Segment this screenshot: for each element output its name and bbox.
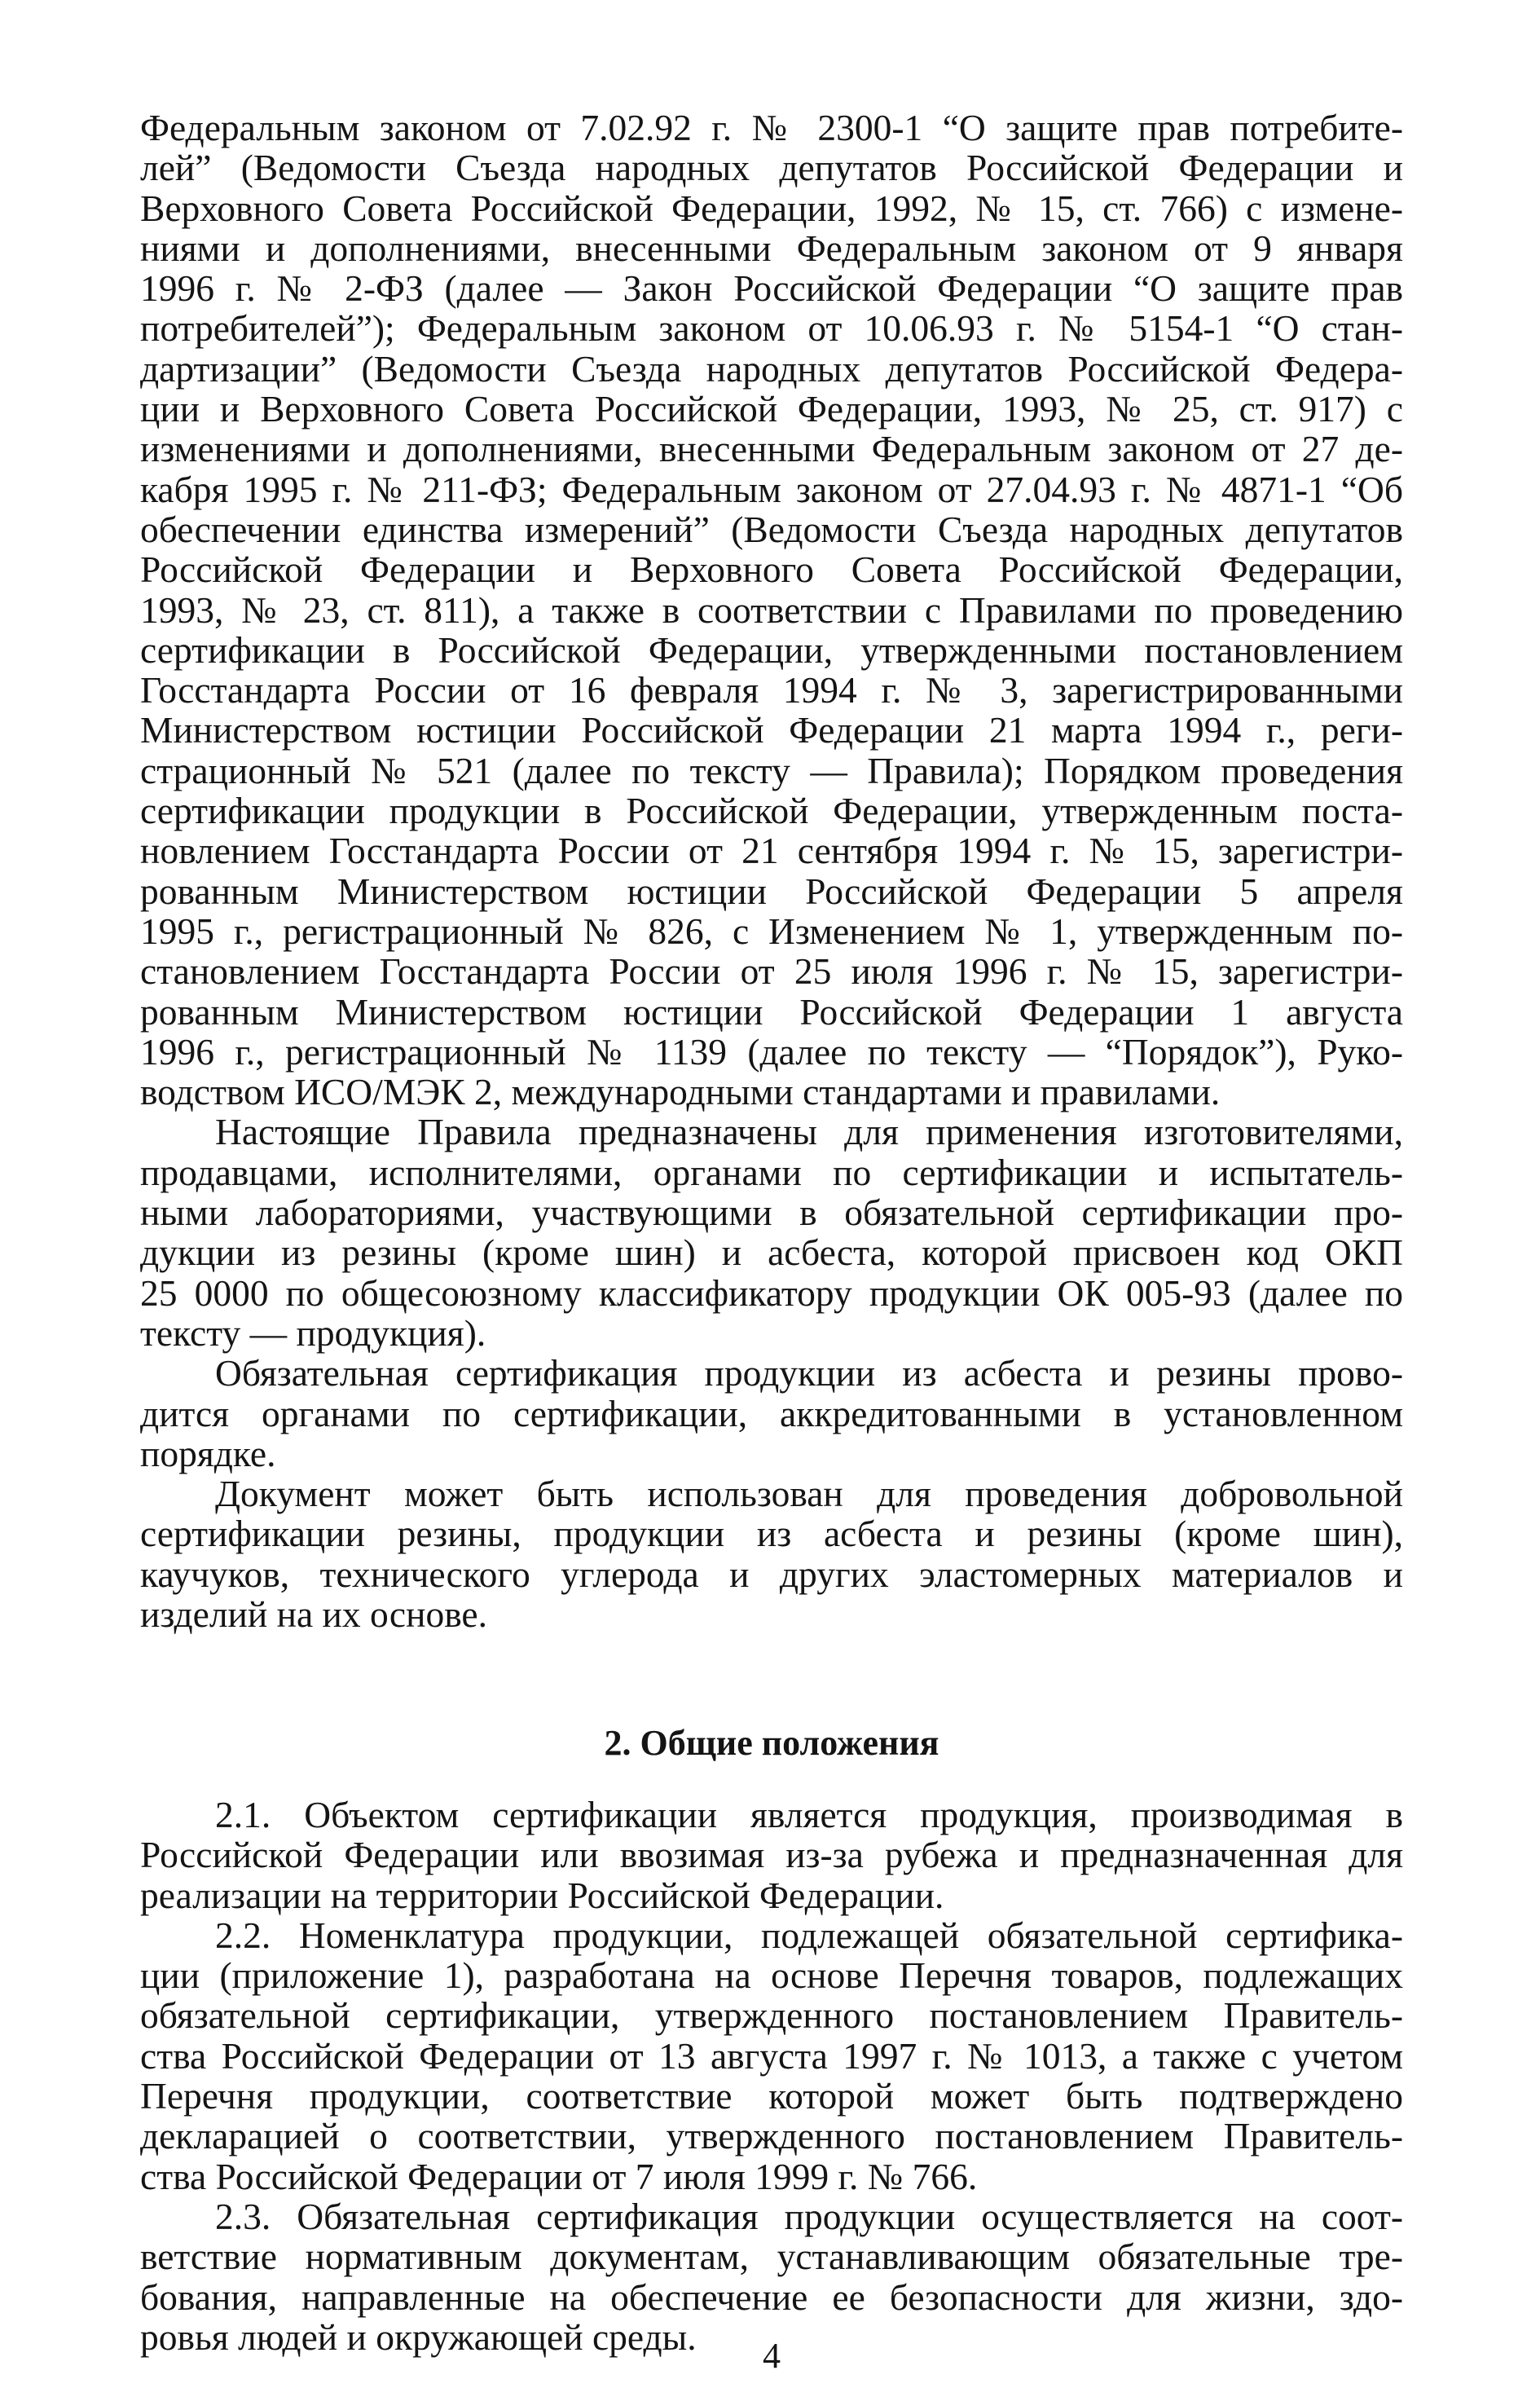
text-line: рованным Министерством юстиции Российской Федерации 1 августа (140, 990, 1403, 1033)
text-line: страционный № 521 (далее по тексту — Правила); Порядком проведения (140, 749, 1403, 791)
text-line: реализации на территории Российской Федерации. (140, 1874, 944, 1916)
text-line: 1996 г., регистрационный № 1139 (далее по тексту — “Порядок”), Руко- (140, 1030, 1403, 1073)
text-line: ции и Верховного Совета Российской Федерации, 1993, № 25, ст. 917) с (140, 388, 1403, 430)
text-line: сертификации резины, продукции из асбеста и резины (кроме шин), (140, 1513, 1403, 1555)
text-line: ства Российской Федерации от 13 августа 1997 г. № 1013, а также с учетом (140, 2034, 1403, 2077)
text-line: становлением Госстандарта России от 25 июля 1996 г. № 15, зарегистри- (140, 950, 1403, 993)
text-line: ветствие нормативным документам, устанавливающим обязательные тре- (140, 2236, 1403, 2278)
text-line: 1995 г., регистрационный № 826, с Изменением № 1, утвержденным по- (140, 910, 1403, 952)
text-line: 1993, № 23, ст. 811), а также в соответствии с Правилами по проведению (140, 588, 1403, 631)
text-line: бования, направленные на обеспечение ее безопасности для жизни, здо- (140, 2275, 1403, 2318)
text-line: Документ может быть использован для проведения добровольной (215, 1473, 1403, 1515)
text-line: ства Российской Федерации от 7 июля 1999 г. № 766. (140, 2155, 978, 2197)
text-line: обязательной сертификации, утвержденного постановлением Правитель- (140, 1994, 1403, 2037)
text-line: 2.2. Номенклатура продукции, подлежащей обязательной сертифика- (215, 1914, 1403, 1956)
text-line: потребителей”); Федеральным законом от 10.06.93 г. № 5154-1 “О стан- (140, 307, 1403, 350)
text-line: ными лабораториями, участвующими в обязательной сертификации про- (140, 1192, 1403, 1234)
text-line: сертификации продукции в Российской Федерации, утвержденным поста- (140, 790, 1403, 832)
text-line: Российской Федерации или ввозимая из-за рубежа и предназначенная для (140, 1834, 1403, 1876)
text-line: Госстандарта России от 16 февраля 1994 г. № 3, зарегистрированными (140, 669, 1403, 711)
text-line: ниями и дополнениями, внесенными Федеральным законом от 9 января (140, 227, 1403, 269)
text-line: сертификации в Российской Федерации, утвержденными постановлением (140, 628, 1403, 671)
text-line: Обязательная сертификация продукции из асбеста и резины прово- (215, 1352, 1403, 1394)
text-line: Перечня продукции, соответствие которой может быть подтверждено (140, 2075, 1403, 2117)
text-line: Федеральным законом от 7.02.92 г. № 2300-1 “О защите прав потребите- (140, 107, 1403, 148)
text-line: изделий на их основе. (140, 1593, 487, 1635)
text-line: ции (приложение 1), разработана на основе Перечня товаров, подлежащих (140, 1954, 1403, 1997)
text-line: Верховного Совета Российской Федерации, 1992, № 15, ст. 766) с измене- (140, 187, 1403, 229)
text-line: ровья людей и окружающей среды. (140, 2315, 697, 2358)
text-line: обеспечении единства измерений” (Ведомости Съезда народных депутатов (140, 508, 1403, 550)
text-line: лей” (Ведомости Съезда народных депутатов Российской Федерации и (140, 147, 1403, 189)
text-line: декларацией о соответствии, утвержденного постановлением Правитель- (140, 2115, 1403, 2157)
text-line: дится органами по сертификации, аккредитованными в установленном (140, 1392, 1403, 1434)
text-line: кабря 1995 г. № 211-ФЗ; Федеральным законом от 27.04.93 г. № 4871-1 “Об (140, 468, 1403, 510)
text-line: Российской Федерации и Верховного Совета Российской Федерации, (140, 548, 1403, 591)
section-heading: 2. Общие положения (604, 1723, 939, 1763)
text-line: Настоящие Правила предназначены для применения изготовителями, (215, 1111, 1403, 1153)
text-line: продавцами, исполнителями, органами по сертификации и испытатель- (140, 1151, 1403, 1193)
text-line: 2.1. Объектом сертификации является продукция, производимая в (215, 1794, 1403, 1835)
text-line: порядке. (140, 1432, 276, 1474)
text-line: Министерством юстиции Российской Федерации 21 марта 1994 г., реги- (140, 709, 1403, 751)
text-line: рованным Министерством юстиции Российской Федерации 5 апреля (140, 870, 1403, 912)
text-line: 2.3. Обязательная сертификация продукции осуществляется на соот- (215, 2195, 1403, 2237)
section-general-provisions (140, 1795, 1403, 2357)
text-line: изменениями и дополнениями, внесенными Федеральным законом от 27 де- (140, 428, 1403, 470)
text-line: дартизации” (Ведомости Съезда народных депутатов Российской Федера- (140, 347, 1403, 390)
text-line: водством ИСО/МЭК 2, международными стандартами и правилами. (140, 1071, 1221, 1113)
page-number: 4 (763, 2336, 781, 2376)
text-line: дукции из резины (кроме шин) и асбеста, которой присвоен код ОКП (140, 1231, 1403, 1274)
text-line: 1996 г. № 2-ФЗ (далее — Закон Российской Федерации “О защите прав (140, 267, 1403, 310)
text-line: каучуков, технического углерода и других эластомерных материалов и (140, 1553, 1403, 1595)
text-line: тексту — продукция). (140, 1311, 486, 1354)
paragraph-legal-basis (140, 108, 1403, 1634)
text-line: новлением Госстандарта России от 21 сентября 1994 г. № 15, зарегистри- (140, 830, 1403, 872)
text-line: 25 0000 по общесоюзному классификатору продукции ОК 005-93 (далее по (140, 1271, 1403, 1314)
